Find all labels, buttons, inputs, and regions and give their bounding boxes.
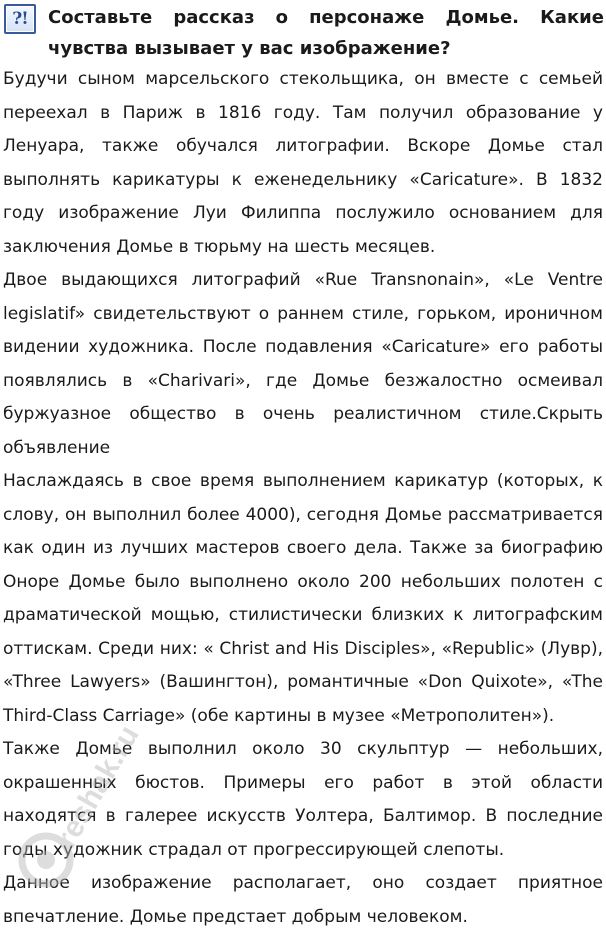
answer-paragraph: Двое выдающихся литографий «Rue Transnonain», «Le Ventre legislatif» свидетельствуют о раннем стиле, горьком, ироничном видении художника. После подавления «Caricature» его работы появлялись в «Charivari», где Домье безжалостно осмеивал буржуазное общество в очень реалистичном стиле.Скрыть объявление	[3, 270, 603, 458]
answer-paragraph: Данное изображение располагает, оно создает приятное впечатление. Домье предстает добрым человеком.	[3, 873, 603, 927]
answer-paragraph: Будучи сыном марсельского стекольщика, он вместе с семьей переехал в Париж в 1816 году. Там получил образование у Ленуара, также обучался литографии. Вскоре Домье стал выполнять карикатуры к еженедельнику «Caricature». В 1832 году изображение Луи Филиппа послужило основанием для заключения Домье в тюрьму на шесть месяцев.	[3, 69, 603, 257]
watermark-text: reshak.ru	[49, 720, 146, 854]
question-icon-label: ?!	[12, 9, 28, 29]
answer-text	[3, 63, 603, 934]
answer-paragraph: Наслаждаясь в свое время выполнением карикатур (которых, к слову, он выполнил более 4000), сегодня Домье рассматривается как один из лучших мастеров своего дела. Также за биографию Оноре Домье было выполнено около 200 небольших полотен с драматической мощью, стилистически близких к литографским оттискам. Среди них: « Christ and His Disciples», «Republic» (Лувр), «Three Lawyers» (Вашингтон), романтичные «Don Quixote», «The Third-Class Carriage» (обе картины в музее «Метрополитен»).	[3, 471, 603, 726]
question-block	[0, 0, 606, 60]
answer-paragraph: Также Домье выполнил около 30 скульптур — небольших, окрашенных бюстов. Примеры его работ в этой области находятся в галерее искусств Уолтера, Балтимор. В последние годы художник страдал от прогрессирующей слепоты.	[3, 739, 603, 860]
question-text: Составьте рассказ о персонаже Домье. Какие чувства вызывает у вас изображение?	[48, 7, 604, 59]
question-exclamation-icon	[4, 4, 36, 34]
